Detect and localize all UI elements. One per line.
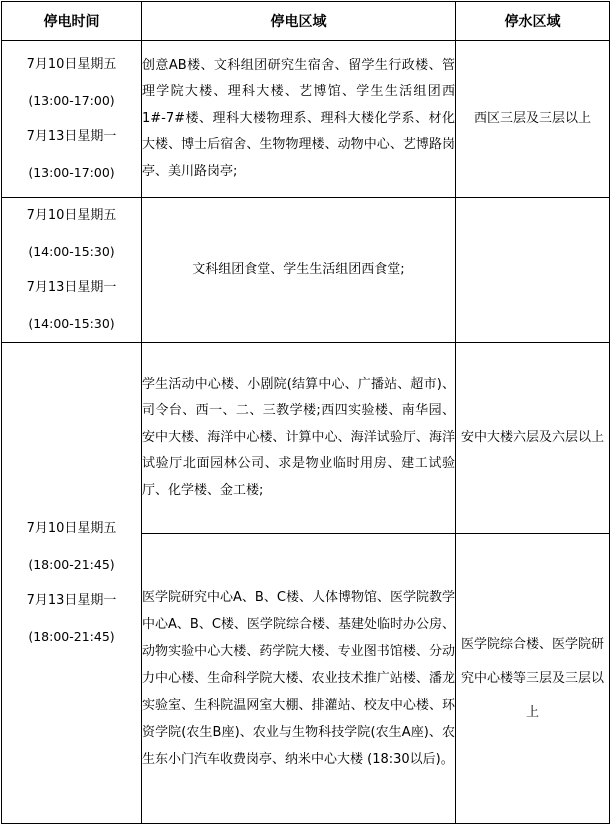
table-row <box>2 343 610 534</box>
water-area-cell: 安中大楼六层及六层以上 <box>456 343 610 534</box>
power-area-cell: 文科组团食堂、学生生活组团西食堂; <box>142 198 456 343</box>
time-cell <box>2 41 142 198</box>
outage-schedule-table <box>1 1 610 824</box>
date-line: 7月10日星期五 <box>26 521 117 536</box>
water-area-cell: 医学院综合楼、医学院研究中心楼等三层及三层以上 <box>456 534 610 824</box>
time-range: (14:00-15:30) <box>28 244 115 259</box>
time-cell <box>2 198 142 343</box>
date-line: 7月13日星期一 <box>26 593 117 608</box>
header-row <box>2 2 610 41</box>
date-line: 7月10日星期五 <box>26 208 117 223</box>
time-cell <box>2 343 142 824</box>
power-area-cell: 学生活动中心楼、小剧院(结算中心、广播站、超市)、司令台、西一、二、三教学楼;西四实验楼、南华园、安中大楼、海洋中心楼、计算中心、海洋试验厅、海洋试验厅北面园林公司、求是物业临时用房、建工试验厅、化学楼、金工楼; <box>142 343 456 534</box>
time-range: (18:00-21:45) <box>28 629 115 644</box>
water-area-cell <box>456 198 610 343</box>
time-range: (14:00-15:30) <box>28 316 115 331</box>
table-row <box>2 41 610 198</box>
time-range: (13:00-17:00) <box>28 93 115 108</box>
water-area-cell: 西区三层及三层以上 <box>456 41 610 198</box>
power-area-cell: 医学院研究中心A、B、C楼、人体博物馆、医学院教学中心A、B、C楼、医学院综合楼、基建处临时办公房、动物实验中心大楼、药学院大楼、专业图书馆楼、分动力中心楼、生命科学院大楼、农业技术推广站楼、潘龙实验室、生科院温网室大棚、排灌站、校友中心楼、环资学院(农生B座)、农业与生物科技学院(农生A座)、农生东小门汽车收费岗亭、纳米中心大楼 (18:30以后)。 <box>142 534 456 824</box>
date-line: 7月13日星期一 <box>26 129 117 144</box>
date-line: 7月13日星期一 <box>26 280 117 295</box>
date-line: 7月10日星期五 <box>26 57 117 72</box>
header-water-area: 停水区域 <box>456 2 610 41</box>
header-power-area: 停电区域 <box>142 2 456 41</box>
table-row <box>2 198 610 343</box>
header-time: 停电时间 <box>2 2 142 41</box>
time-range: (18:00-21:45) <box>28 557 115 572</box>
power-area-cell: 创意AB楼、文科组团研究生宿舍、留学生行政楼、管理学院大楼、理科大楼、艺博馆、学生生活组团西1#-7#楼、理科大楼物理系、理科大楼化学系、材化大楼、博士后宿舍、生物物理楼、动物中心、艺博路岗亭、美川路岗亭; <box>142 41 456 198</box>
time-range: (13:00-17:00) <box>28 165 115 180</box>
